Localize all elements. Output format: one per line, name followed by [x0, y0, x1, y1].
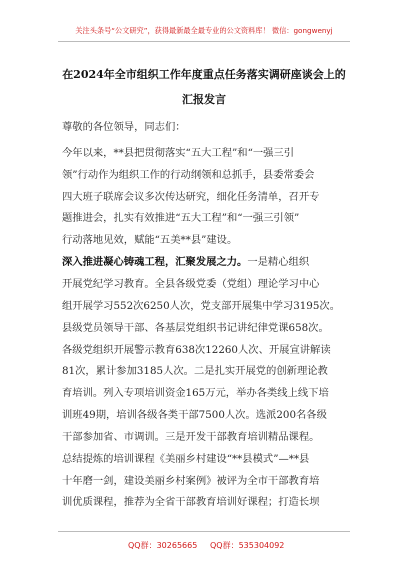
line-text: 领”行动作为组织工作的行动纲领和总抓手，县委常委会: [62, 168, 315, 181]
line-text: 一是精心组织: [247, 256, 310, 269]
line-text: 今年以来，**县把贯彻落实“五大工程”和“一强三引: [62, 146, 295, 159]
body-text-line: [62, 144, 352, 159]
body-text-line: [62, 341, 352, 356]
line-text: 训班49期，培训各级各类干部7500人次。选派200名各级: [62, 409, 327, 422]
document-title-line-2: 汇报发言: [182, 93, 226, 106]
header-ad-text: 关注头条号“公文研究”，获得最新最全最专业的公文资料库！ 微信：gongwenyj: [75, 26, 333, 35]
line-text: 总结提炼的培训课程《美丽乡村建设“**县模式”—**县: [62, 452, 310, 465]
body-text-line: [62, 362, 352, 377]
line-text: 四大班子联席会议多次传达研究，细化任务清单，召开专: [62, 190, 320, 203]
line-text: 干部参加省、市调训。三是开发干部教育培训精品课程。: [62, 430, 320, 443]
line-text: 十年磨一剑，建设美丽乡村案例》被评为全市干部教育培: [62, 474, 320, 487]
footer-qq-group-1: QQ群：30265665: [128, 541, 198, 550]
body-text-line: [62, 166, 352, 181]
body-text-line: [62, 472, 352, 487]
line-text: 81次，累计参加3185人次。二是扎实开展党的创新理论教: [62, 365, 328, 378]
body-text-line: [62, 450, 352, 465]
header-divider: [58, 41, 350, 42]
body-text-line: [62, 428, 352, 443]
body-text-line: [62, 493, 352, 508]
line-text: 行动落地见效，赋能“五美**县”建设。: [62, 234, 238, 247]
line-text: 训优质课程，推荐为全省干部教育培训好课程；打造长坝: [62, 496, 320, 509]
line-text: 各级党组织开展警示教育638次12260人次、开展宣讲解读: [62, 343, 331, 356]
line-text: 县级党员领导干部、各基层党组织书记讲纪律党课658次。: [62, 321, 329, 334]
line-text: 组开展学习552次6250人次，党支部开展集中学习3195次。: [62, 299, 340, 312]
footer-divider: [58, 531, 350, 532]
body-text-line: [62, 188, 352, 203]
document-title-line-1: 在2024年全市组织工作年度重点任务落实调研座谈会上的: [62, 68, 346, 81]
body-text-line: [62, 253, 352, 268]
footer-qq-group-2: QQ群：535304092: [210, 541, 285, 550]
line-text: 育培训。列入专项培训资金165万元，举办各类线上线下培: [62, 387, 329, 400]
line-text: 题推进会，扎实有效推进“五大工程”和“一强三引领”: [62, 212, 300, 225]
section-heading: 深入推进凝心铸魂工程，汇聚发展之力。: [62, 256, 248, 269]
body-text-line: [62, 231, 352, 246]
body-text-line: [62, 406, 352, 421]
line-text: 开展党纪学习教育。全县各级党委（党组）理论学习中心: [62, 277, 320, 290]
body-text-line: [62, 209, 352, 224]
body-text-line: [62, 384, 352, 399]
body-text-line: [62, 319, 352, 334]
body-text-line: [62, 275, 352, 290]
salutation-line: [62, 118, 352, 133]
body-text-line: [62, 297, 352, 312]
line-text: 尊敬的各位领导，同志们：: [62, 121, 186, 133]
